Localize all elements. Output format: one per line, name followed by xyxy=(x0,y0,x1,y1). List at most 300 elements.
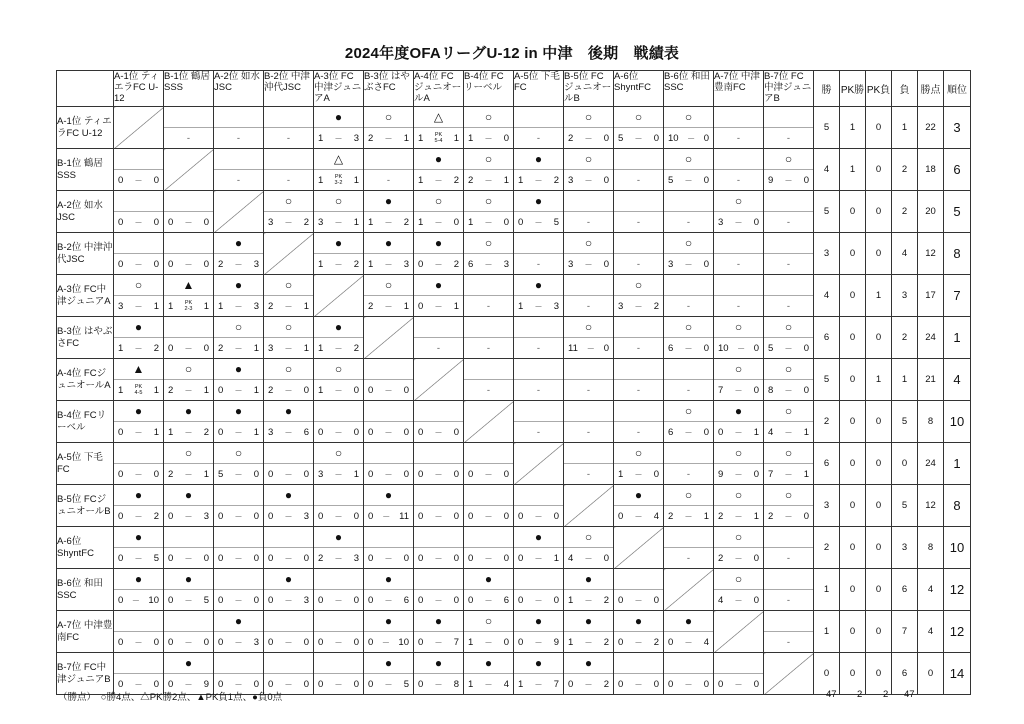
result-mark-empty xyxy=(364,443,413,464)
score-home: 0 xyxy=(468,510,474,522)
match-result-cell xyxy=(464,107,514,149)
match-score xyxy=(414,674,463,694)
table-row xyxy=(57,569,971,611)
score-separator: － xyxy=(134,427,143,437)
result-mark-empty xyxy=(164,317,213,338)
score-away: 5 xyxy=(153,552,159,564)
result-mark-empty xyxy=(214,485,263,506)
score-away: 0 xyxy=(153,636,159,648)
score-home: 0 xyxy=(368,510,374,522)
score-away: 0 xyxy=(453,552,459,564)
loss-icon: ● xyxy=(214,611,263,632)
result-mark-empty xyxy=(464,275,513,296)
score-home: 0 xyxy=(318,636,324,648)
match-score xyxy=(614,212,663,232)
score-home: 0 xyxy=(518,552,524,564)
row-team-name: A-7位 中津豊南FC xyxy=(57,611,114,653)
match-score xyxy=(714,422,763,442)
match-result-cell xyxy=(414,317,464,359)
score-away: 2 xyxy=(603,594,609,606)
match-score xyxy=(214,590,263,610)
score-separator: － xyxy=(234,385,243,395)
standing-loss: 5 xyxy=(892,401,918,443)
result-mark-empty xyxy=(264,443,313,464)
loss-icon: ● xyxy=(514,275,563,296)
match-score xyxy=(464,506,513,526)
result-mark-empty xyxy=(764,527,813,548)
match-result-cell xyxy=(714,527,764,569)
win-icon: ○ xyxy=(714,359,763,380)
no-match-dash: - xyxy=(636,174,641,186)
loss-icon: ● xyxy=(214,359,263,380)
pk-score xyxy=(135,384,143,396)
score-home: 0 xyxy=(618,510,624,522)
score-home: 0 xyxy=(668,636,674,648)
match-result-cell xyxy=(264,275,314,317)
match-score xyxy=(114,254,163,274)
score-away: 1 xyxy=(803,468,809,480)
self-match-cell xyxy=(364,317,414,359)
no-match-dash: - xyxy=(686,300,691,312)
pk-label: PK xyxy=(334,174,343,180)
score-home: 0 xyxy=(168,258,174,270)
match-score xyxy=(564,380,613,400)
standing-pk-loss: 0 xyxy=(866,191,892,233)
win-icon: ○ xyxy=(614,107,663,128)
column-header-team: B-7位 FC中津ジュニアB xyxy=(764,71,814,107)
match-score xyxy=(164,296,213,316)
match-score xyxy=(214,254,263,274)
result-mark-empty xyxy=(514,233,563,254)
match-score xyxy=(764,296,813,316)
score-home: 2 xyxy=(268,300,274,312)
match-result-cell xyxy=(164,611,214,653)
standing-win: 4 xyxy=(814,275,840,317)
score-home: 1 xyxy=(318,342,324,354)
score-separator: － xyxy=(234,511,243,521)
score-separator: － xyxy=(134,511,143,521)
loss-icon: ● xyxy=(514,527,563,548)
result-mark-empty xyxy=(614,191,663,212)
match-result-cell xyxy=(764,485,814,527)
score-separator: － xyxy=(634,469,643,479)
standing-win: 5 xyxy=(814,359,840,401)
match-result-cell xyxy=(364,107,414,149)
score-away: 0 xyxy=(353,594,359,606)
match-score xyxy=(214,338,263,358)
score-separator: － xyxy=(334,385,343,395)
match-score xyxy=(514,296,563,316)
match-score xyxy=(514,338,563,358)
score-home: 4 xyxy=(718,594,724,606)
score-away: 0 xyxy=(303,678,309,690)
match-score xyxy=(464,464,513,484)
score-home: 2 xyxy=(218,258,224,270)
score-away: 0 xyxy=(553,510,559,522)
score-separator: － xyxy=(634,637,643,647)
match-score xyxy=(464,254,513,274)
pk-result: 5-4 xyxy=(434,138,443,144)
match-result-cell xyxy=(214,527,264,569)
score-away: 0 xyxy=(153,174,159,186)
match-score xyxy=(214,464,263,484)
match-score xyxy=(264,632,313,652)
row-team-name: B-3位 はやぶさFC xyxy=(57,317,114,359)
score-separator: － xyxy=(534,511,543,521)
win-icon: ○ xyxy=(714,485,763,506)
score-separator: － xyxy=(134,301,143,311)
match-result-cell xyxy=(214,275,264,317)
no-match-dash: - xyxy=(536,342,541,354)
score-separator: － xyxy=(334,553,343,563)
score-home: 6 xyxy=(668,426,674,438)
row-team-name: B-2位 中津沖代JSC xyxy=(57,233,114,275)
score-separator: － xyxy=(184,595,193,605)
result-mark-empty xyxy=(514,317,563,338)
standing-points: 17 xyxy=(918,275,944,317)
score-separator: － xyxy=(284,637,293,647)
win-icon: ○ xyxy=(264,191,313,212)
column-header-pk-loss: PK負 xyxy=(866,71,892,107)
no-match-dash: - xyxy=(586,426,591,438)
score-away: 0 xyxy=(303,384,309,396)
score-separator: － xyxy=(634,301,643,311)
score-home: 0 xyxy=(268,636,274,648)
loss-icon: ● xyxy=(214,401,263,422)
standing-pk-win: 0 xyxy=(840,485,866,527)
match-score xyxy=(414,590,463,610)
match-score xyxy=(214,422,263,442)
win-icon: ○ xyxy=(764,485,813,506)
score-away: 3 xyxy=(253,300,259,312)
score-separator: － xyxy=(434,595,443,605)
pk-score xyxy=(435,132,443,144)
match-score xyxy=(264,170,313,190)
no-match-dash: - xyxy=(736,258,741,270)
match-score xyxy=(514,422,563,442)
score-separator: － xyxy=(734,595,743,605)
score-separator: － xyxy=(434,511,443,521)
score-home: 0 xyxy=(168,342,174,354)
match-score xyxy=(464,548,513,568)
score-home: 0 xyxy=(118,216,124,228)
match-score xyxy=(464,128,513,148)
match-result-cell xyxy=(664,233,714,275)
score-away: 0 xyxy=(203,552,209,564)
score-separator: － xyxy=(134,637,143,647)
score-home: 0 xyxy=(118,510,124,522)
match-result-cell xyxy=(264,611,314,653)
match-result-cell xyxy=(664,359,714,401)
score-away: 0 xyxy=(503,510,509,522)
result-mark-empty xyxy=(164,191,213,212)
self-match-cell xyxy=(614,527,664,569)
no-match-dash: - xyxy=(636,384,641,396)
result-mark-empty xyxy=(414,443,463,464)
score-separator: － xyxy=(384,427,393,437)
match-result-cell xyxy=(714,653,764,695)
score-away: 2 xyxy=(203,426,209,438)
score-home: 0 xyxy=(118,174,124,186)
score-away: 2 xyxy=(603,636,609,648)
score-away: 0 xyxy=(303,636,309,648)
match-score xyxy=(364,296,413,316)
score-away: 1 xyxy=(303,342,309,354)
pk-label: PK xyxy=(184,300,193,306)
score-separator: － xyxy=(184,343,193,353)
score-home: 7 xyxy=(718,384,724,396)
match-score xyxy=(514,170,563,190)
match-score xyxy=(464,590,513,610)
score-separator: － xyxy=(234,679,243,689)
score-home: 2 xyxy=(568,132,574,144)
match-result-cell xyxy=(564,149,614,191)
match-result-cell xyxy=(664,149,714,191)
score-away: 3 xyxy=(303,510,309,522)
column-header-team: A-3位 FC中津ジュニアA xyxy=(314,71,364,107)
match-result-cell xyxy=(664,485,714,527)
match-score xyxy=(714,548,763,568)
score-away: 1 xyxy=(203,384,209,396)
match-result-cell xyxy=(214,443,264,485)
score-away: 2 xyxy=(303,216,309,228)
score-away: 2 xyxy=(153,510,159,522)
score-separator: － xyxy=(184,259,193,269)
score-separator: － xyxy=(184,427,193,437)
results-table xyxy=(56,70,971,695)
score-home: 0 xyxy=(268,552,274,564)
match-score xyxy=(364,380,413,400)
match-score xyxy=(314,632,363,652)
column-header-win: 勝 xyxy=(814,71,840,107)
match-score xyxy=(564,464,613,484)
score-away: 0 xyxy=(503,216,509,228)
win-icon: ○ xyxy=(464,107,513,128)
match-result-cell xyxy=(614,107,664,149)
match-result-cell xyxy=(764,191,814,233)
result-mark-empty xyxy=(714,653,763,674)
score-away: 0 xyxy=(753,468,759,480)
score-separator: － xyxy=(384,259,393,269)
match-result-cell xyxy=(164,191,214,233)
standing-points: 4 xyxy=(918,569,944,611)
match-result-cell xyxy=(414,233,464,275)
self-match-cell xyxy=(114,107,164,149)
match-result-cell xyxy=(564,611,614,653)
score-away: 3 xyxy=(403,258,409,270)
match-score xyxy=(764,590,813,610)
match-score xyxy=(164,128,213,148)
score-separator: － xyxy=(734,217,743,227)
match-result-cell xyxy=(114,191,164,233)
match-result-cell xyxy=(414,569,464,611)
win-icon: ○ xyxy=(714,569,763,590)
win-icon: ○ xyxy=(564,107,613,128)
match-score xyxy=(164,422,213,442)
score-away: 0 xyxy=(453,216,459,228)
match-result-cell xyxy=(514,527,564,569)
match-result-cell xyxy=(764,527,814,569)
match-result-cell xyxy=(614,401,664,443)
score-away: 0 xyxy=(653,678,659,690)
match-result-cell xyxy=(164,527,214,569)
score-separator: － xyxy=(134,343,143,353)
no-match-dash: - xyxy=(236,174,241,186)
score-away: 0 xyxy=(303,552,309,564)
score-separator: － xyxy=(184,217,193,227)
score-separator: － xyxy=(184,679,193,689)
score-away: 1 xyxy=(253,384,259,396)
score-home: 1 xyxy=(168,426,174,438)
score-separator: － xyxy=(134,217,143,227)
standing-rank: 1 xyxy=(944,443,971,485)
score-separator: － xyxy=(584,175,593,185)
standing-pk-win: 1 xyxy=(840,107,866,149)
self-match-cell xyxy=(764,653,814,695)
match-score xyxy=(714,380,763,400)
result-mark-empty xyxy=(614,233,663,254)
score-separator: － xyxy=(284,679,293,689)
score-away: 0 xyxy=(503,468,509,480)
score-home: 1 xyxy=(568,594,574,606)
match-score xyxy=(564,590,613,610)
match-score xyxy=(764,380,813,400)
score-home: 2 xyxy=(368,300,374,312)
score-away: 7 xyxy=(553,678,559,690)
result-mark-empty xyxy=(714,107,763,128)
match-score xyxy=(314,170,363,190)
standing-pk-win: 0 xyxy=(840,443,866,485)
score-separator: － xyxy=(434,217,443,227)
match-result-cell xyxy=(614,149,664,191)
score-separator: － xyxy=(284,385,293,395)
match-result-cell xyxy=(664,107,714,149)
match-score xyxy=(364,590,413,610)
match-result-cell xyxy=(164,317,214,359)
score-separator: － xyxy=(484,595,493,605)
score-home: 1 xyxy=(368,258,374,270)
score-away: 0 xyxy=(153,468,159,480)
score-home: 0 xyxy=(418,258,424,270)
match-result-cell xyxy=(114,149,164,191)
match-score xyxy=(214,128,263,148)
pk-label: PK xyxy=(134,384,143,390)
column-header-team: B-2位 中津沖代JSC xyxy=(264,71,314,107)
no-match-dash: - xyxy=(536,426,541,438)
score-away: 3 xyxy=(353,552,359,564)
score-away: 0 xyxy=(353,636,359,648)
pk-score xyxy=(335,174,343,186)
match-result-cell xyxy=(414,107,464,149)
score-home: 2 xyxy=(718,552,724,564)
score-away: 1 xyxy=(153,300,159,312)
match-score xyxy=(614,590,663,610)
match-result-cell xyxy=(614,191,664,233)
score-away: 1 xyxy=(453,132,459,144)
result-mark-empty xyxy=(564,359,613,380)
standing-pk-win: 1 xyxy=(840,149,866,191)
column-header-team: B-6位 和田SSC xyxy=(664,71,714,107)
match-score xyxy=(214,380,263,400)
match-score xyxy=(664,548,713,568)
no-match-dash: - xyxy=(736,174,741,186)
match-score xyxy=(764,422,813,442)
loss-icon: ● xyxy=(414,611,463,632)
score-home: 1 xyxy=(318,174,324,186)
table-row xyxy=(57,443,971,485)
score-home: 2 xyxy=(318,552,324,564)
match-result-cell xyxy=(764,359,814,401)
win-icon: ○ xyxy=(214,317,263,338)
match-score xyxy=(264,212,313,232)
match-result-cell xyxy=(164,275,214,317)
match-score xyxy=(564,674,613,694)
win-icon: ○ xyxy=(664,233,713,254)
score-home: 0 xyxy=(118,594,124,606)
win-icon: ○ xyxy=(314,359,363,380)
score-away: 1 xyxy=(403,132,409,144)
match-result-cell xyxy=(464,317,514,359)
standing-win: 3 xyxy=(814,485,840,527)
standing-pk-loss: 0 xyxy=(866,485,892,527)
score-separator: － xyxy=(384,595,393,605)
score-away: 1 xyxy=(353,216,359,228)
match-score xyxy=(114,380,163,400)
score-separator: － xyxy=(184,637,193,647)
standing-pk-win: 0 xyxy=(840,233,866,275)
pk-loss-icon: ▲ xyxy=(164,275,213,296)
score-separator: － xyxy=(284,511,293,521)
score-home: 0 xyxy=(368,678,374,690)
score-separator: － xyxy=(434,553,443,563)
result-mark-empty xyxy=(614,569,663,590)
match-result-cell xyxy=(364,233,414,275)
table-row xyxy=(57,233,971,275)
score-away: 4 xyxy=(653,510,659,522)
standing-points: 8 xyxy=(918,527,944,569)
match-result-cell xyxy=(564,401,614,443)
score-home: 0 xyxy=(118,258,124,270)
match-result-cell xyxy=(514,653,564,695)
match-result-cell xyxy=(214,149,264,191)
score-separator: － xyxy=(684,637,693,647)
loss-icon: ● xyxy=(364,233,413,254)
result-mark-empty xyxy=(564,191,613,212)
match-score xyxy=(514,506,563,526)
score-separator: － xyxy=(534,679,543,689)
score-away: 1 xyxy=(803,426,809,438)
match-result-cell xyxy=(464,191,514,233)
score-separator: － xyxy=(784,469,793,479)
result-mark-empty xyxy=(414,317,463,338)
score-home: 1 xyxy=(568,636,574,648)
win-icon: ○ xyxy=(464,611,513,632)
loss-icon: ● xyxy=(364,653,413,674)
score-home: 0 xyxy=(568,678,574,690)
score-separator: － xyxy=(334,343,343,353)
score-away: 0 xyxy=(753,384,759,396)
win-icon: ○ xyxy=(764,443,813,464)
result-mark-empty xyxy=(264,527,313,548)
match-result-cell xyxy=(464,653,514,695)
loss-icon: ● xyxy=(664,611,713,632)
table-row xyxy=(57,191,971,233)
score-away: 10 xyxy=(398,636,409,648)
match-result-cell xyxy=(314,569,364,611)
match-score xyxy=(664,506,713,526)
match-result-cell xyxy=(114,275,164,317)
score-separator: － xyxy=(234,343,243,353)
